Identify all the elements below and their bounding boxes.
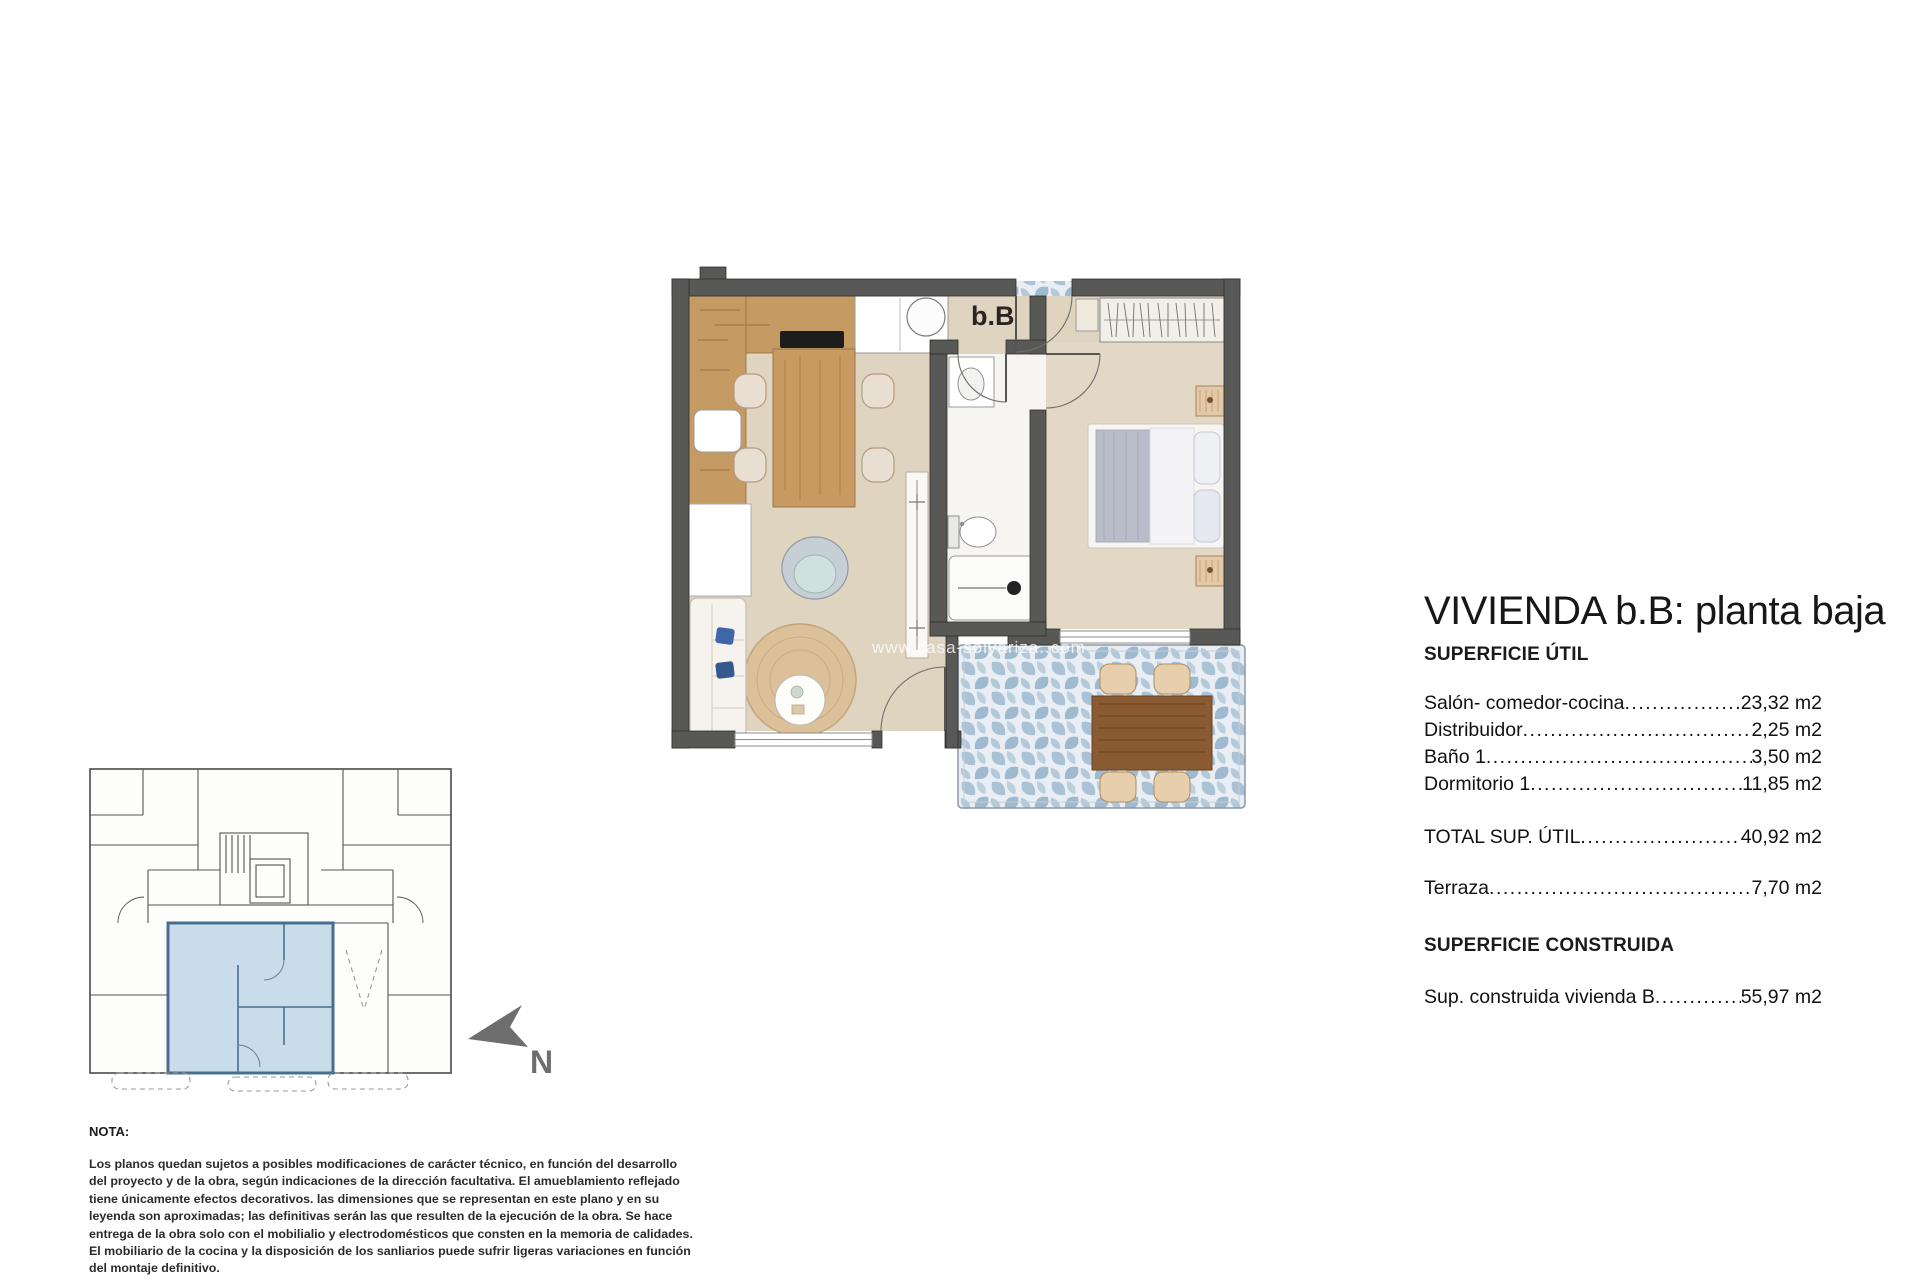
blue-pillow [715, 661, 735, 679]
toilet [948, 516, 996, 548]
note-line: Los planos quedan sujetos a posibles modificaciones de carácter técnico, en función del desarrollo [89, 1157, 678, 1171]
terrace-chair [1154, 664, 1190, 694]
note-line: leyenda son aproximadas; las definitivas serán las que resulten de la ejecución de la obra. Se hace [89, 1209, 673, 1224]
entry-closet [1076, 299, 1098, 331]
row-value: 2,25 m2 [1751, 719, 1822, 741]
row-value: 3,50 m2 [1751, 746, 1822, 768]
dotted-leader [1530, 771, 1742, 798]
total-surface-row [1424, 824, 1822, 851]
blue-pillow [715, 627, 735, 645]
row-value: 23,32 m2 [1740, 692, 1822, 714]
note-heading: NOTA: [89, 1124, 130, 1139]
north-arrow-icon [468, 1005, 528, 1047]
terrace-table [1092, 696, 1212, 770]
row-label: Terraza [1424, 877, 1490, 899]
unit-label: b.B [971, 301, 1015, 331]
row-label: Baño 1 [1424, 746, 1486, 768]
row-label: TOTAL SUP. ÚTIL [1424, 826, 1581, 848]
surface-built-heading: SUPERFICIE CONSTRUIDA [1424, 935, 1675, 956]
note-line: entrega de la obra solo con el mobilialio y electrodomésticos que consten en la memoria de calidades. [89, 1226, 693, 1241]
dotted-leader [1489, 875, 1752, 902]
nightstand [1196, 556, 1224, 586]
dotted-leader [1523, 717, 1752, 744]
pillow [1194, 432, 1220, 484]
bed [1088, 424, 1224, 548]
terrace-chair [1100, 664, 1136, 694]
note-line: del proyecto y de la obra, según indicaciones de la dirección facultativa. El amueblamiento reflejado [89, 1174, 680, 1189]
living-window [735, 733, 872, 746]
row-label: Salón- comedor-cocina [1424, 692, 1625, 714]
row-value: 11,85 m2 [1742, 773, 1822, 795]
oven [694, 410, 741, 452]
kitchen-sink [907, 298, 945, 336]
dotted-leader [1655, 984, 1741, 1011]
dotted-leader [1580, 824, 1740, 851]
surface-specification [1424, 588, 1886, 1011]
note-block [89, 1124, 693, 1278]
highlighted-unit [168, 923, 333, 1073]
wardrobe [1100, 298, 1224, 342]
watermark: www.casa-solyariza..com [872, 638, 1086, 657]
surface-rows [1424, 690, 1822, 1011]
console-mirror [906, 472, 928, 658]
terrace-surface-row [1424, 875, 1822, 902]
row-value: 55,97 m2 [1740, 986, 1822, 1008]
row-label: Distribuidor [1424, 719, 1523, 741]
north-label: N [530, 1044, 554, 1080]
dining-chair [862, 374, 894, 408]
row-label: Sup. construida vivienda B [1424, 986, 1655, 1008]
dining-chair [734, 374, 766, 408]
surface-row [1424, 771, 1822, 798]
kitchen-cabinet [689, 504, 751, 596]
dotted-leader [1486, 744, 1752, 771]
nightstand [1196, 386, 1224, 416]
armchair [782, 537, 848, 599]
entry-landing-tile [1016, 281, 1072, 296]
surface-row [1424, 690, 1822, 717]
surface-row [1424, 744, 1822, 771]
dining-chair [734, 448, 766, 482]
sofa [690, 598, 746, 740]
terrace-chair [1100, 772, 1136, 802]
dotted-leader [1625, 690, 1741, 717]
note-line: tiene únicamente efectos decorativos. las dimensiones que se representan en este plano y en su [89, 1191, 660, 1206]
surface-util-heading: SUPERFICIE ÚTIL [1424, 644, 1589, 665]
round-rug [744, 624, 856, 736]
row-value: 40,92 m2 [1740, 826, 1822, 848]
page-title: VIVIENDA b.B: planta baja [1424, 589, 1886, 633]
note-line: del montaje definitivo. [89, 1261, 220, 1276]
note-line: El mobiliario de la cocina y la disposición de los sanliarios puede sufrir ligeras variaciones en función [89, 1244, 691, 1259]
built-surface-row [1424, 984, 1822, 1011]
terrace-chair [1154, 772, 1190, 802]
row-label: Dormitorio 1 [1424, 773, 1531, 795]
row-value: 7,70 m2 [1751, 877, 1822, 899]
surface-row [1424, 717, 1822, 744]
north-arrow [460, 995, 570, 1085]
dining-chair [862, 448, 894, 482]
cooktop [780, 331, 844, 348]
note-body [89, 1156, 693, 1278]
apartment-plan [650, 250, 1260, 830]
pillow [1194, 490, 1220, 542]
coffee-table [775, 675, 825, 725]
site-key-plan [88, 755, 453, 1103]
